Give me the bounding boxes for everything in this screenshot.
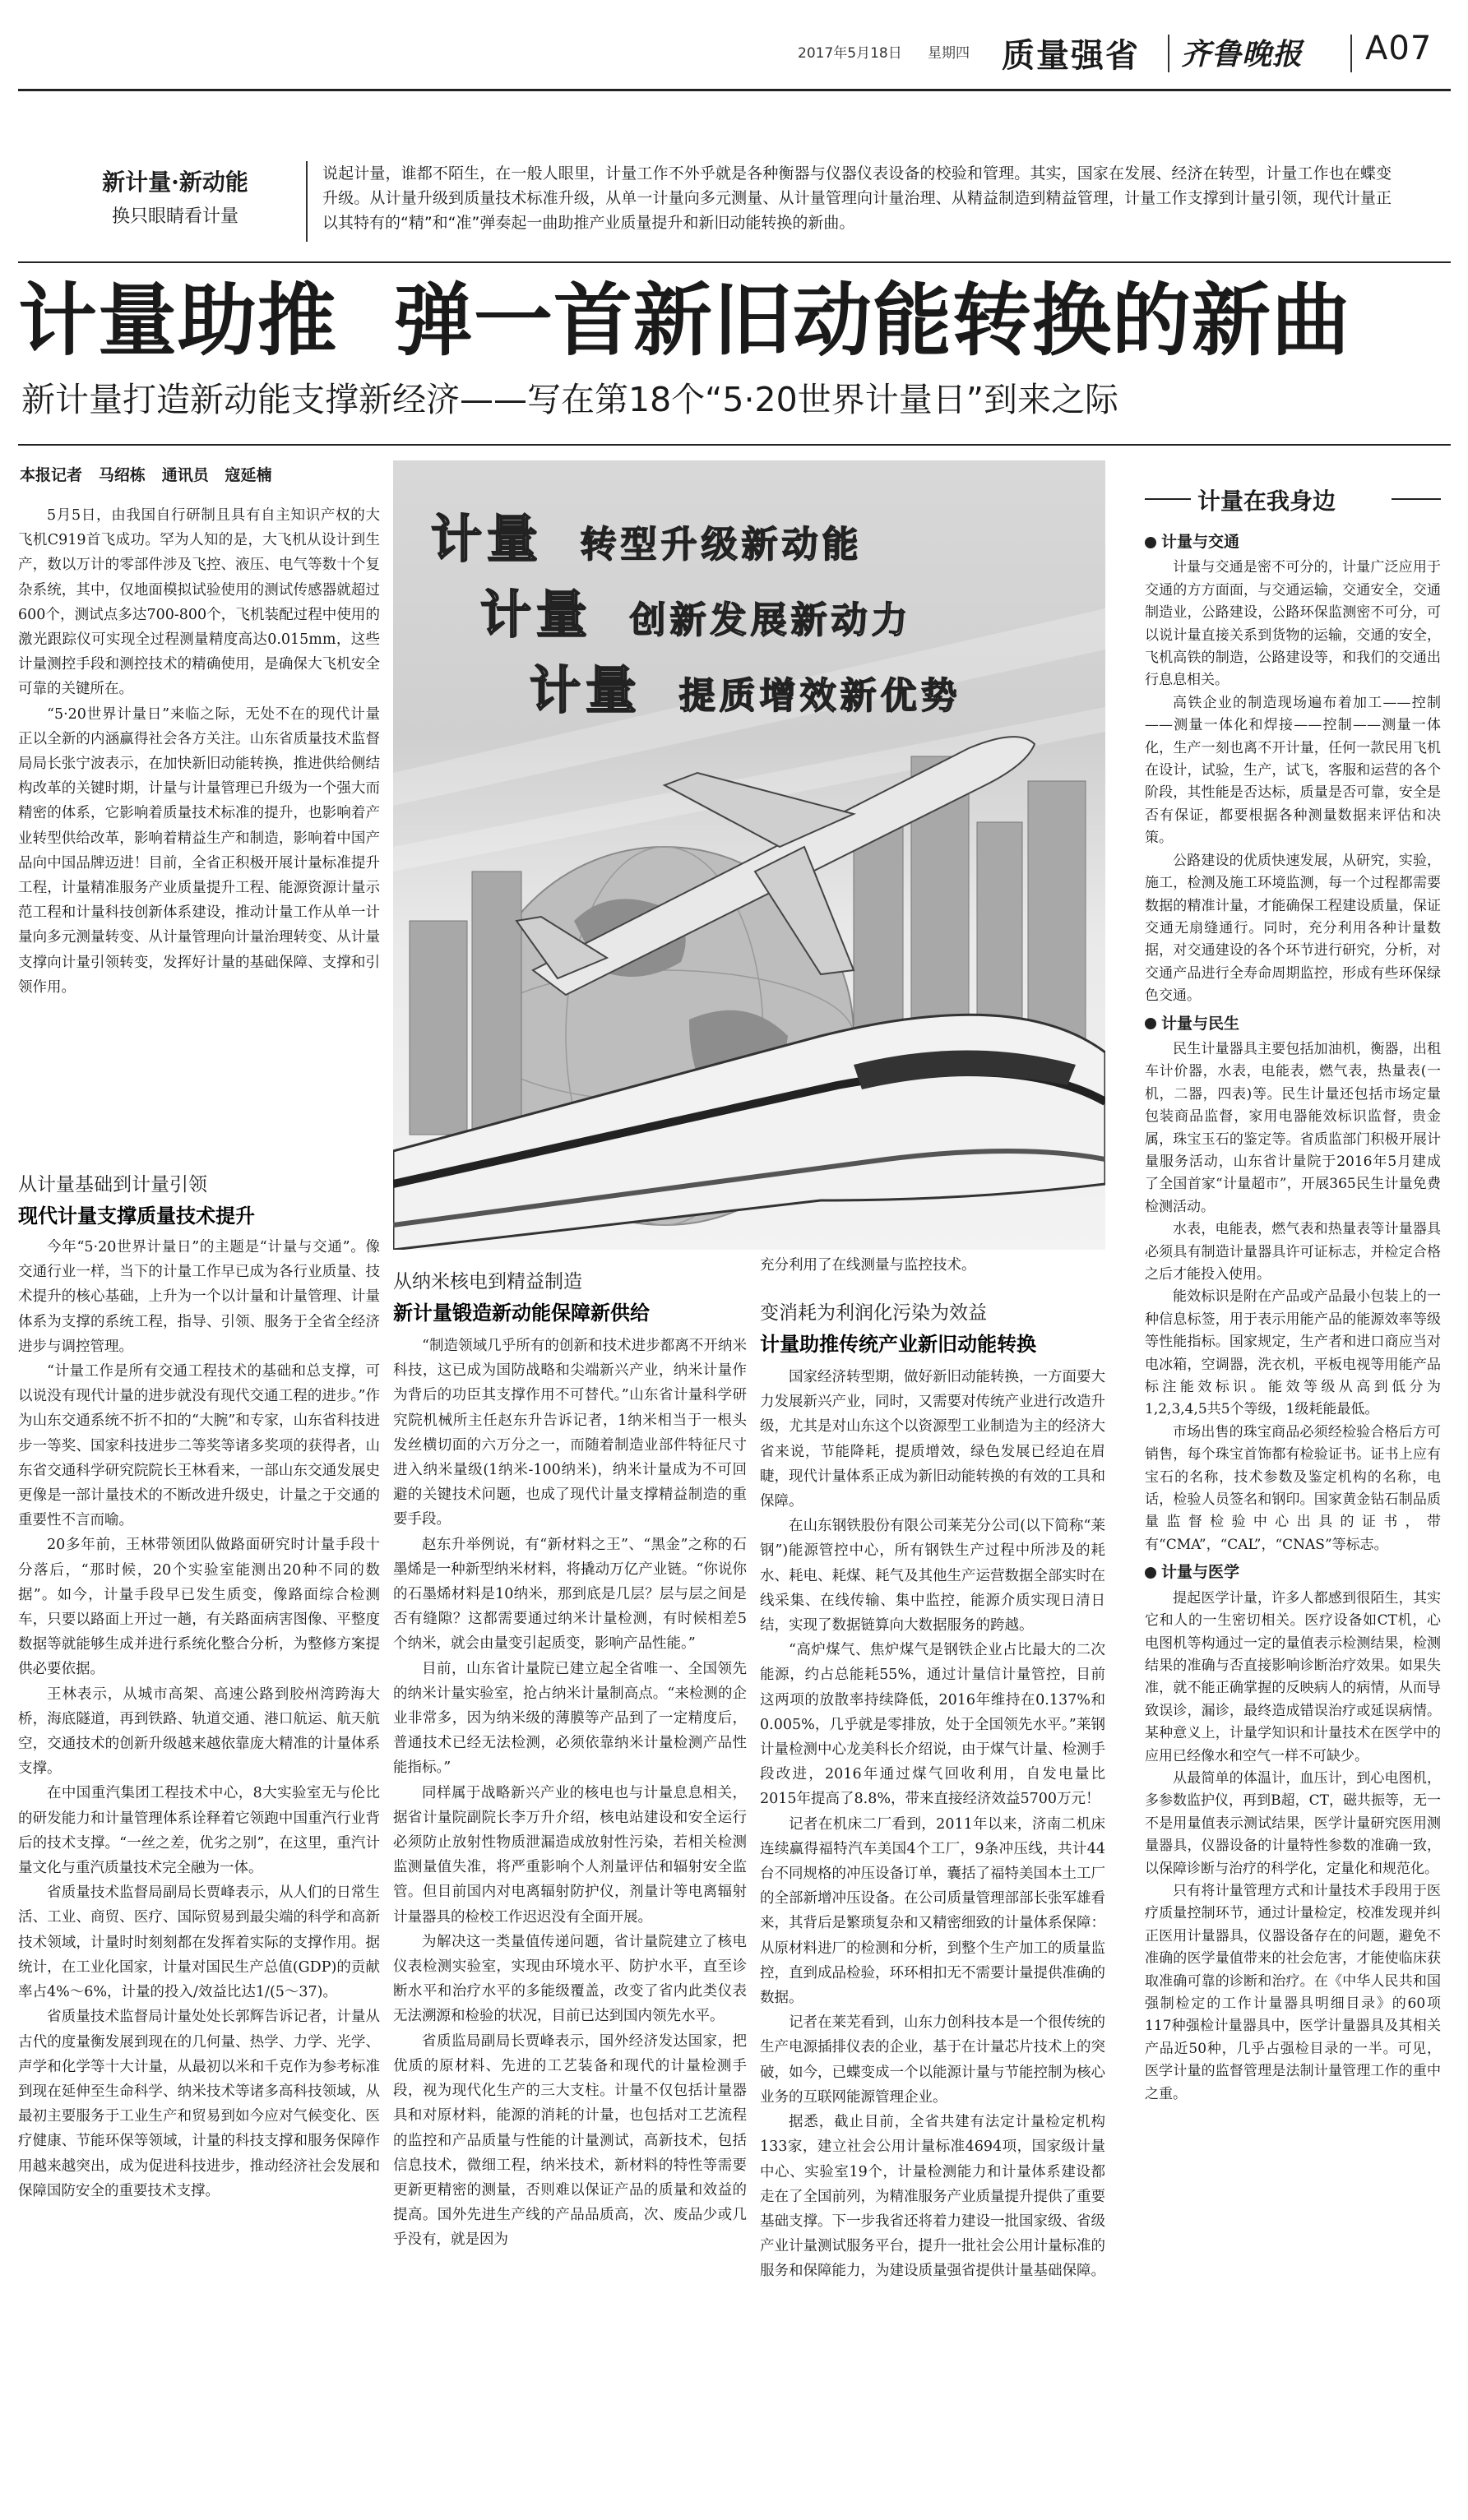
column-2-body <box>393 1334 747 2253</box>
headline-rule <box>18 444 1451 446</box>
article-paragraph: 目前，山东省计量院已建立起全省唯一、全国领先的纳米计量实验室，抢占纳米计量制高点。“来检测的企业非常多，因为纳米级的薄膜等产品到了一定精度后，普通技术已经无法检测，必须依靠纳米计量检测产品性能指标。” <box>393 1660 747 1777</box>
hero-slogan-2-text: 创新发展新动力 <box>629 599 912 641</box>
article-paragraph: 在山东钢铁股份有限公司莱芜分公司(以下简称“莱钢”)能源管控中心，所有钢铁生产过程中所涉及的耗水、耗电、耗煤、耗气及其他生产运营数据全部实时在线采集、在线传输、集中监控，能源介质实现日清日结，实现了数据链算向大数据服务的跨越。 <box>760 1518 1105 1635</box>
article-paragraph: 记者在机床二厂看到，2011年以来，济南二机床连续赢得福特汽车美国4个工厂，9条冲压线，共计44台不同规格的冲压设备订单，囊括了福特美国本土工厂的全部新增冲压设备。在公司质量管理部部长张军雄看来，其背后是繁琐复杂和又精密细致的计量体系保障：从原材料进厂的检测和分析，到整个生产加工的质量监控，直到成品检验，环环相扣无不需要计量提供准确的数据。 <box>760 1815 1105 2007</box>
hero-illustration <box>393 460 1105 1250</box>
section-name: 质量强省 <box>1002 37 1140 75</box>
intro-rule <box>18 261 1451 263</box>
sidebar-paragraph: 公路建设的优质快速发展，从研究，实验，施工，检测及施工环境监测，每一个过程都需要数据的精准计量，才能确保工程建设质量，保证交通无扇缝通行。同时，充分利用各种计量数据，对交通建设的各个环节进行研究，分析，对交通产品进行全寿命周期监控，形成有些环保绿色交通。 <box>1145 852 1441 1005</box>
sidebar-paragraph: 只有将计量管理方式和计量技术手段用于医疗质量控制环节，通过计量检定，校准发现并纠正医用计量器具，仪器设备存在的问题，避免不准确的医学量值带来的社会危害，才能使临床获取准确可靠的诊断和治疗。在《中华人民共和国强制检定的工作计量器具明细目录》的60项117种强检计量器具中，医学计量器具及其相关产品近50种，几乎占强检目录的一半。可见，医学计量的监督管理是法制计量管理工作的重中之重。 <box>1145 1882 1441 2102</box>
kicker-line1: 新计量·新动能 <box>102 169 248 196</box>
article-paragraph: 省质量技术监督局副局长贾峰表示，从人们的日常生活、工业、商贸、医疗、国际贸易到最尖端的科学和高新技术领域，计量时时刻刻都在发挥着实际的支撑作用。据统计，在工业化国家，计量对国民生产总值(GDP)的贡献率占4%～6%，计量的投入/效益比达1/(5～37)。 <box>18 1884 380 2001</box>
subheadline: 新计量打造新动能支撑新经济——写在第18个“5·20世界计量日”到来之际 <box>21 380 1118 419</box>
article-paragraph: 今年“5·20世界计量日”的主题是“计量与交通”。像交通行业一样，当下的计量工作早已成为各行业质量、技术提升的核心基础，上升为一个以计量和计量管理、计量体系为支撑的系统工程，指导、引领、服务于全省全经济进步与调控管理。 <box>18 1239 380 1355</box>
header-divider <box>1350 35 1352 72</box>
article-paragraph: 记者在莱芜看到，山东力创科技本是一个很传统的生产电源插排仪表的企业，基于在计量芯片技术上的突破，如今，已蝶变成一个以能源计量与节能控制为核心业务的互联网能源管理企业。 <box>760 2014 1105 2106</box>
article-paragraph: “制造领域几乎所有的创新和技术进步都离不开纳米科技，这已成为国防战略和尖端新兴产业，纳米计量作为背后的功臣其支撑作用不可替代。”山东省计量科学研究院机械所主任赵东升告诉记者，1纳米相当于一根头发丝横切面的六万分之一，而随着制造业部件特征尺寸进入纳米量级(1纳米-100纳米)，纳米计量成为不可回避的关键技术问题，也成了现代计量支撑精益制造的重要手段。 <box>393 1338 747 1528</box>
subhead-kicker: 变消耗为利润化污染为效益 <box>760 1302 987 1324</box>
sidebar-title: 计量在我身边 <box>1197 488 1336 515</box>
subhead-kicker: 从计量基础到计量引领 <box>18 1174 207 1195</box>
article-paragraph: 国家经济转型期，做好新旧动能转换，一方面要大力发展新兴产业，同时，又需要对传统产业进行改造升级，尤其是对山东这个以资源型工业制造为主的经济大省来说，节能降耗，提质增效，绿色发展已经迫在眉睫，现代计量体系正成为新旧动能转换的有效的工具和保障。 <box>760 1369 1105 1510</box>
bullet-icon <box>1145 537 1156 548</box>
subhead-title: 新计量锻造新动能保障新供给 <box>393 1302 650 1325</box>
sidebar-heading <box>1145 1561 1441 1584</box>
column-3-carryover <box>760 1253 1105 1278</box>
sidebar-title-rule-right <box>1392 498 1441 500</box>
kicker-divider <box>306 161 308 242</box>
kicker-line2: 换只眼睛看计量 <box>111 206 238 227</box>
article-paragraph: 充分利用了在线测量与监控技术。 <box>760 1257 976 1274</box>
article-paragraph: 为解决这一类量值传递问题，省计量院建立了核电仪表检测实验室，实现由环境水平、防护水平，直至诊断水平和治疗水平的多能级覆盖，改变了省内此类仪表无法溯源和检验的状况，目前已达到国内领先水平。 <box>393 1933 747 2025</box>
subhead-kicker: 从纳米核电到精益制造 <box>393 1271 582 1292</box>
sidebar-heading <box>1145 1013 1441 1035</box>
newspaper-logo: 齐鲁晚报 <box>1181 37 1304 72</box>
issue-weekday: 星期四 <box>928 45 970 62</box>
subhead-title: 计量助推传统产业新旧动能转换 <box>760 1333 1036 1356</box>
column-1-bottom <box>18 1235 380 2203</box>
article-paragraph: 省质量技术监督局计量处处长郭辉告诉记者，计量从古代的度量衡发展到现在的几何量、热学、力学、光学、声学和化学等十大计量，从最初以米和千克作为参考标准到现在延伸至生命科学、纳米技术等诸多高科技领域，从最初主要服务于工业生产和贸易到如今应对气候变化、医疗健康、节能环保等领域，计量的科技支撑和服务保障作用越来越突出，成为促进科技进步，推动经济社会发展和保障国防安全的重要技术支撑。 <box>18 2009 380 2199</box>
bullet-icon <box>1145 1018 1156 1029</box>
hero-slogan-1-text: 转型升级新动能 <box>580 524 863 566</box>
article-paragraph: 5月5日，由我国自行研制且具有自主知识产权的大飞机C919首飞成功。罕为人知的是，大飞机从设计到生产，数以万计的零部件涉及飞控、液压、电气等数十个复杂系统，其中，仅地面模拟试验使用的测试传感器就超过600个，测试点多达700-800个，飞机装配过程中使用的激光跟踪仪可实现全过程测量精度高达0.015mm，这些计量测控手段和测控技术的精确使用，是确保大飞机安全可靠的关键所在。 <box>18 507 380 698</box>
column-1-top <box>18 503 380 1000</box>
article-paragraph: 同样属于战略新兴产业的核电也与计量息息相关，据省计量院副院长李万升介绍，核电站建设和安全运行必须防止放射性物质泄漏造成放射性污染，若相关检测监测量值失准，将严重影响个人剂量评估和辐射安全监管。但目前国内对电离辐射防护仪，剂量计等电离辐射计量器具的检校工作迟迟没有全面开展。 <box>393 1784 747 1926</box>
byline: 本报记者 马绍栋 通讯员 寇延楠 <box>20 466 272 484</box>
hero-slogan-1-key: 计量 <box>431 509 544 569</box>
article-paragraph: 省质监局副局长贾峰表示，国外经济发达国家，把优质的原材料、先进的工艺装备和现代的计量检测手段，视为现代化生产的三大支柱。计量不仅包括计量器具和对原材料，能源的消耗的计量，也包括对工艺流程的监控和产品质量与性能的计量测试，高新技术，包括信息技术，微细工程，纳米技术，新材料的特性等需要更新更精密的测量，否则难以保证产品的质量和效益的提高。国外先进生产线的产品品质高，次、废品少或几乎没有，就是因为 <box>393 2032 747 2249</box>
sidebar-paragraph: 民生计量器具主要包括加油机，衡器，出租车计价器，水表，电能表，燃气表，热量表(一机，二器，四表)等。民生计量还包括市场定量包装商品监督，家用电器能效标识监督，贵金属，珠宝玉石的鉴定等。省质监部门积极开展计量服务活动，山东省计量院于2016年5月建成了全国首家“计量超市”，开展365民生计量免费检测活动。 <box>1145 1040 1441 1215</box>
header-rule <box>18 89 1451 91</box>
hero-slogan-1 <box>431 498 863 571</box>
sidebar-heading-text: 计量与民生 <box>1161 1014 1240 1033</box>
column-1-subhead <box>18 1169 380 1228</box>
hero-slogan-3 <box>530 650 961 723</box>
article-paragraph: “高炉煤气、焦炉煤气是钢铁企业占比最大的二次能源，约占总能耗55%，通过计量信计量管控，目前这两项的放散率持续降低，2016年维持在0.137%和0.005%，几乎就是零排放，处于全国领先水平。”莱钢计量检测中心龙美科长介绍说，由于煤气计量、检测手段改进，2016年通过煤气回收利用，自发电量比2015年提高了8.8%，带来直接经济效益5700万元！ <box>760 1642 1105 1808</box>
sidebar-title-rule-left <box>1145 498 1191 500</box>
sidebar-paragraph: 高铁企业的制造现场遍布着加工——控制——测量一体化和焊接——控制——测量一体化，生产一刻也离不开计量，任何一款民用飞机在设计，试验，生产，试飞，客服和运营的各个阶段，其性能是否达标，质量是否可靠，安全是否有保证，都要根据各种测量数据来评估和决策。 <box>1145 694 1441 847</box>
article-paragraph: 据悉，截止目前，全省共建有法定计量检定机构133家，建立社会公用计量标准4694项，国家级计量中心、实验室19个，计量检测能力和计量体系建设都走在了全国前列，为精准服务产业质量提升提供了重要基础支撑。下一步我省还将着力建设一批国家级、省级产业计量测试服务平台，提升一批社会公用计量标准的服务和保障能力，为建设质量强省提供计量基础保障。 <box>760 2114 1105 2280</box>
column-3-body <box>760 1365 1105 2284</box>
article-paragraph: “计量工作是所有交通工程技术的基础和总支撑，可以说没有现代计量的进步就没有现代交通工程的进步。”作为山东交通系统不折不扣的“大腕”和专家，山东省科技进步一等奖、国家科技进步二等奖等诸多奖项的获得者，山东省交通科学研究院院长王林看来，一部山东交通发展史更像是一部计量技术的不断改进升级史，计量之于交通的重要性不言而喻。 <box>18 1363 380 1529</box>
sidebar-heading-text: 计量与医学 <box>1161 1563 1240 1582</box>
sidebar-paragraph: 能效标识是附在产品或产品最小包装上的一种信息标签，用于表示用能产品的能源效率等级等性能指标。国家规定，生产者和进口商应当对电冰箱，空调器，洗衣机，平板电视等用能产品标注能效标识。能效等级从高到低分为1,2,3,4,5共5个等级，1级耗能最低。 <box>1145 1288 1441 1418</box>
column-3-subhead <box>760 1297 1105 1357</box>
article-paragraph: “5·20世界计量日”来临之际，无处不在的现代计量正以全新的内涵赢得社会各方关注。山东省质量技术监督局局长张宁波表示，在加快新旧动能转换，推进供给侧结构改革的关键时期，计量与计量管理已升级为一个强大而精密的体系，它影响着质量技术标准的提升，也影响着产业转型供给改革，影响着精益生产和制造，影响着中国产品向中国品牌迈进！目前，全省正积极开展计量标准提升工程，计量精准服务产业质量提升工程、能源资源计量示范工程和计量科技创新体系建设，推动计量工作从单一计量向多元测量转变、从计量管理向计量治理转变、从计量支撑向计量引领转变，发挥好计量的基础保障、支撑和引领作用。 <box>18 705 380 996</box>
sidebar-title-bar <box>1145 482 1441 515</box>
issue-date: 2017年5月18日 <box>798 45 902 62</box>
article-paragraph: 赵东升举例说，有“新材料之王”、“黑金”之称的石墨烯是一种新型纳米材料，将撬动万亿产业链。“你说你的石墨烯材料是10纳米，那到底是几层？层与层之间是否有缝隙？这都需要通过纳米计量检测，有时候相差5个纳米，就会由量变引起质变，影响产品性能。” <box>393 1536 747 1653</box>
bullet-icon <box>1145 1567 1156 1579</box>
sidebar-paragraph: 提起医学计量，许多人都感到很陌生，其实它和人的一生密切相关。医疗设备如CT机，心电图机等构通过一定的量值表示检测结果，检测结果的准确与否直接影响诊断治疗效果。如果失准，就不能正确掌握的反映病人的病情，从而导致误诊，漏诊，最终造成错误治疗或延误病情。某种意义上，计量学知识和计量技术在医学中的应用已经像水和空气一样不可缺少。 <box>1145 1589 1441 1764</box>
sidebar-heading <box>1145 531 1441 553</box>
article-paragraph: 王林表示，从城市高架、高速公路到胶州湾跨海大桥，海底隧道，再到铁路、轨道交通、港口航运、航天航空，交通技术的创新升级越来越依靠庞大精准的计量体系支撑。 <box>18 1685 380 1778</box>
sidebar-paragraph: 从最简单的体温计，血压计，到心电图机，多参数监护仪，再到B超，CT，磁共振等，无一不是用量值表示测试结果，医学计量研究医用测量器具，仪器设备的计量特性参数的准确一致，以保障诊断与治疗的科学化，定量化和规范化。 <box>1145 1769 1441 1877</box>
sidebar-paragraph: 水表，电能表，燃气表和热量表等计量器具必须具有制造计量器具许可证标志，并检定合格之后才能投入使用。 <box>1145 1221 1441 1283</box>
article-paragraph: 在中国重汽集团工程技术中心，8大实验室无与伦比的研发能力和计量管理体系诠释着它领跑中国重汽行业背后的技术支撑。“一丝之差，优劣之别”，在这里，重汽计量文化与重汽质量技术完全融为一体。 <box>18 1785 380 1877</box>
series-kicker <box>64 164 286 228</box>
article-paragraph: 20多年前，王林带领团队做路面研究时计量手段十分落后，“那时候，20个实验室能测出20种不同的数据”。如今，计量手段早已发生质变，像路面综合检测车，只要以路面上开过一趟，有关路面病害图像、平整度数据等就能够生成并进行系统化整合分析，为整修方案提供必要依据。 <box>18 1537 380 1678</box>
hero-slogan-3-key: 计量 <box>530 660 642 720</box>
subhead-title: 现代计量支撑质量技术提升 <box>18 1205 255 1228</box>
intro-text: 说起计量，谁都不陌生，在一般人眼里，计量工作不外乎就是各种衡器与仪器仪表设备的校验和管理。其实，国家在发展、经济在转型，计量工作也在蝶变升级。从计量升级到质量技术标准升级，从单一计量向多元测量、从计量管理向计量治理、从精益制造到精益管理，计量工作支撑到计量引领，现代计量正以其特有的“精”和“准”弹奏起一曲助推产业质量提升和新旧动能转换的新曲。 <box>322 164 1392 232</box>
column-2-subhead <box>393 1266 747 1325</box>
hero-slogan-2-key: 计量 <box>480 585 593 645</box>
sidebar-heading-text: 计量与交通 <box>1161 533 1240 551</box>
hero-slogan-3-text: 提质增效新优势 <box>678 675 961 717</box>
headline: 计量助推 弹一首新旧动能转换的新曲 <box>18 275 1351 367</box>
header-divider <box>1168 35 1169 72</box>
sidebar-body <box>1145 526 1441 2106</box>
page-number: A07 <box>1365 30 1433 67</box>
sidebar-paragraph: 市场出售的珠宝商品必须经检验合格后方可销售，每个珠宝首饰都有检验证书。证书上应有宝石的名称，技术参数及鉴定机构的名称，电话，检验人员签名和钢印。国家黄金钻石制品质量监督检验中心出具的证书，带有“CMA”，“CAL”，“CNAS”等标志。 <box>1145 1423 1441 1553</box>
hero-slogan-2 <box>480 574 912 647</box>
sidebar-paragraph: 计量与交通是密不可分的，计量广泛应用于交通的方方面面，与交通运输，交通安全，交通制造业，公路建设，公路环保监测密不可分，可以说计量直接关系到货物的运输，交通的安全，飞机高铁的制造，公路建设等，和我们的交通出行息息相关。 <box>1145 559 1441 689</box>
